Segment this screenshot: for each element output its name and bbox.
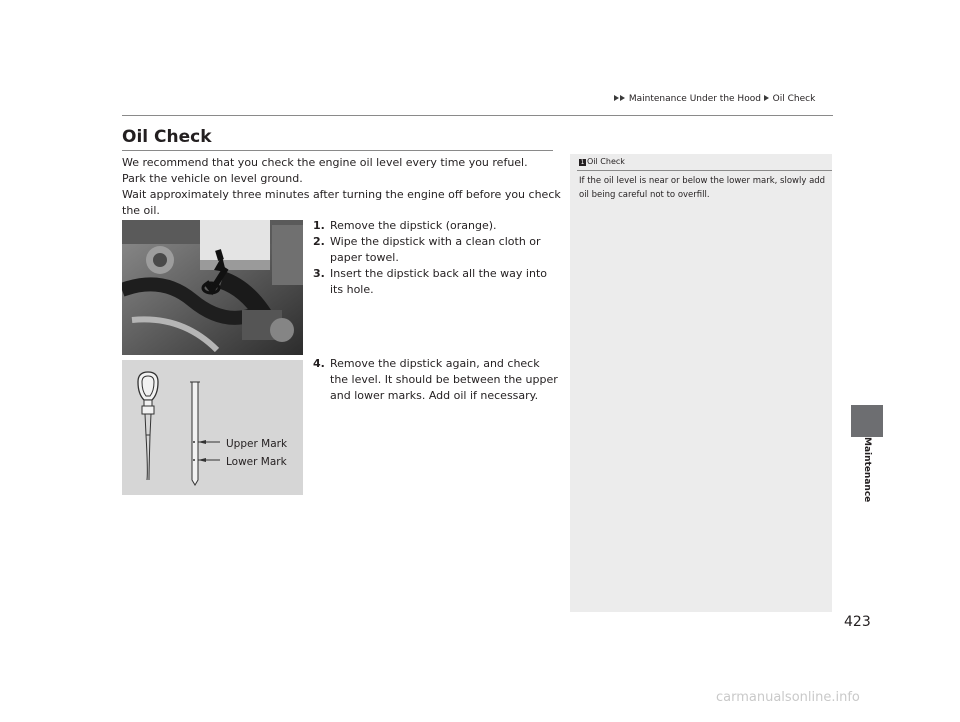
arrow-icon [620,95,625,101]
list-item [313,356,558,404]
step-number: 1. [313,219,325,232]
breadcrumb [614,94,815,104]
sidebar-heading-text: Oil Check [587,157,625,166]
section-tab[interactable] [851,405,883,437]
sidebar-divider [577,170,832,171]
note-icon: 1 [580,159,585,166]
intro-line: Park the vehicle on level ground. [122,172,303,185]
intro-line: Wait approximately three minutes after turning the engine off before you check the oil. [122,188,561,217]
upper-mark-label: Upper Mark [226,438,288,450]
intro-line: We recommend that you check the engine oil level every time you refuel. [122,156,528,169]
arrow-icon [614,95,619,101]
lower-mark-label: Lower Mark [226,456,287,468]
dipstick-diagram [122,360,303,495]
list-item [313,218,558,234]
watermark: carmanualsonline.info [716,690,860,705]
section-tab-text: Maintenance [862,437,872,503]
sidebar-note [570,154,832,612]
section-tab-label [851,437,883,507]
arrow-icon [764,95,769,101]
step-text: Remove the dipstick (orange). [330,219,497,232]
breadcrumb-section[interactable]: Maintenance Under the Hood [628,94,761,104]
steps-list [313,218,558,298]
page-number: 423 [844,614,871,630]
step-text: Remove the dipstick again, and check the level. It should be between the upper and lower marks. Add oil if necessary. [330,357,558,402]
step-number: 4. [313,357,325,370]
step-text: Wipe the dipstick with a clean cloth or paper towel. [330,235,541,264]
header-divider [122,115,833,116]
list-item [313,234,558,266]
steps-list [313,356,558,404]
step-number: 3. [313,267,325,280]
page-title: Oil Check [122,127,212,147]
list-item [313,266,558,298]
engine-photo [122,220,303,355]
title-divider [122,150,553,151]
sidebar-text: If the oil level is near or below the lower mark, slowly add oil being careful not to overfill. [579,176,826,200]
step-text: Insert the dipstick back all the way into its hole. [330,267,547,296]
step-number: 2. [313,235,325,248]
intro-text [122,155,562,219]
sidebar-heading [579,157,625,166]
breadcrumb-page[interactable]: Oil Check [772,94,816,104]
